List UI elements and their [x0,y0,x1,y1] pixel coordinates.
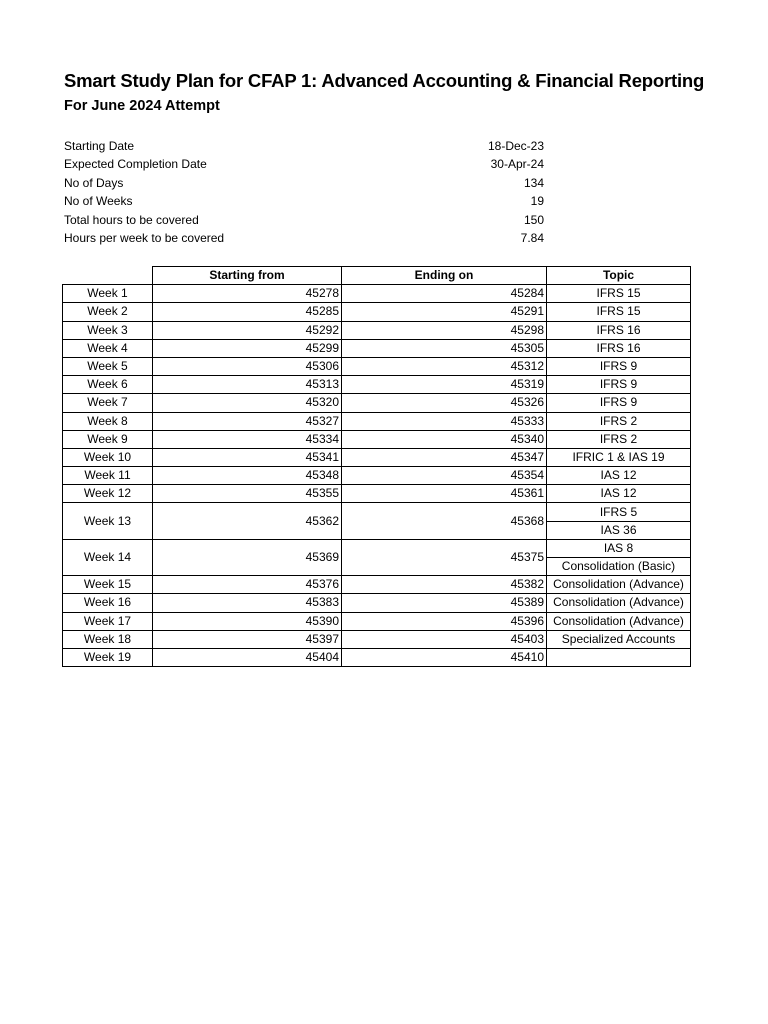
table-row [63,503,691,521]
summary-value: 134 [523,175,544,190]
header-topic: Topic [547,267,691,285]
week-cell: Week 11 [63,467,153,485]
end-cell: 45396 [342,612,547,630]
study-plan-table [62,266,691,667]
week-cell: Week 10 [63,448,153,466]
summary-row [64,137,544,155]
start-cell: 45320 [153,394,342,412]
summary-value: 18-Dec-23 [487,139,544,153]
table-row [63,612,691,630]
topic-cell: IFRS 2 [547,430,691,448]
end-cell: 45368 [342,503,547,539]
week-cell: Week 8 [63,412,153,430]
end-cell: 45403 [342,630,547,648]
start-cell: 45341 [153,448,342,466]
start-cell: 45327 [153,412,342,430]
table-row [63,339,691,357]
table-row [63,285,691,303]
start-cell: 45362 [153,503,342,539]
week-cell: Week 14 [63,539,153,575]
topic-cell: IFRS 5 [547,503,691,521]
topic-cell: Consolidation (Advance) [547,576,691,594]
end-cell: 45389 [342,594,547,612]
start-cell: 45397 [153,630,342,648]
start-cell: 45278 [153,285,342,303]
topic-cell: IAS 36 [547,521,691,539]
table-row [63,376,691,394]
table-header-row [63,267,691,285]
week-cell: Week 1 [63,285,153,303]
week-cell: Week 15 [63,576,153,594]
topic-cell: Consolidation (Advance) [547,612,691,630]
summary-value: 150 [523,212,544,227]
topic-cell: Consolidation (Advance) [547,594,691,612]
table-row [63,467,691,485]
week-cell: Week 9 [63,430,153,448]
topic-cell: IFRIC 1 & IAS 19 [547,448,691,466]
header-starting-from: Starting from [153,267,342,285]
topic-cell: IFRS 16 [547,339,691,357]
start-cell: 45376 [153,576,342,594]
table-row [63,648,691,666]
study-plan-body [63,267,691,667]
table-row [63,430,691,448]
summary-label: Hours per week to be covered [64,230,225,245]
start-cell: 45299 [153,339,342,357]
summary-label: Total hours to be covered [64,212,199,227]
end-cell: 45361 [342,485,547,503]
topic-cell: IFRS 9 [547,376,691,394]
start-cell: 45313 [153,376,342,394]
topic-cell: Specialized Accounts [547,630,691,648]
week-cell: Week 3 [63,321,153,339]
start-cell: 45292 [153,321,342,339]
start-cell: 45383 [153,594,342,612]
start-cell: 45334 [153,430,342,448]
table-row [63,485,691,503]
summary-block [64,137,544,247]
table-row [63,448,691,466]
start-cell: 45306 [153,357,342,375]
end-cell: 45319 [342,376,547,394]
summary-label: No of Days [64,175,124,190]
week-cell: Week 17 [63,612,153,630]
week-cell: Week 16 [63,594,153,612]
end-cell: 45298 [342,321,547,339]
table-row [63,412,691,430]
start-cell: 45355 [153,485,342,503]
page-title: Smart Study Plan for CFAP 1: Advanced Accounting & Financial Reporting [64,70,705,91]
table-row [63,630,691,648]
end-cell: 45347 [342,448,547,466]
summary-row [64,174,544,192]
page-subtitle: For June 2024 Attempt [64,98,220,114]
table-row [63,594,691,612]
end-cell: 45312 [342,357,547,375]
start-cell: 45390 [153,612,342,630]
topic-cell: IFRS 16 [547,321,691,339]
start-cell: 45404 [153,648,342,666]
topic-cell: Consolidation (Basic) [547,558,691,576]
table-row [63,303,691,321]
table-row [63,321,691,339]
topic-cell: IFRS 9 [547,394,691,412]
week-cell: Week 18 [63,630,153,648]
topic-cell: IAS 12 [547,485,691,503]
week-cell: Week 19 [63,648,153,666]
end-cell: 45354 [342,467,547,485]
start-cell: 45348 [153,467,342,485]
week-cell: Week 4 [63,339,153,357]
summary-row [64,155,544,173]
summary-label: Starting Date [64,139,135,153]
topic-cell [547,648,691,666]
week-cell: Week 12 [63,485,153,503]
end-cell: 45340 [342,430,547,448]
summary-value: 30-Apr-24 [490,157,544,172]
topic-cell: IFRS 9 [547,357,691,375]
week-cell: Week 7 [63,394,153,412]
summary-label: No of Weeks [64,194,133,209]
table-row [63,576,691,594]
end-cell: 45291 [342,303,547,321]
topic-cell: IFRS 15 [547,303,691,321]
summary-label: Expected Completion Date [64,157,207,172]
end-cell: 45326 [342,394,547,412]
topic-cell: IFRS 15 [547,285,691,303]
topic-cell: IFRS 2 [547,412,691,430]
summary-row [64,229,544,247]
end-cell: 45284 [342,285,547,303]
table-row [63,357,691,375]
end-cell: 45382 [342,576,547,594]
table-row [63,394,691,412]
topic-cell: IAS 8 [547,539,691,557]
header-blank-cell [63,267,153,285]
week-cell: Week 13 [63,503,153,539]
summary-value: 19 [530,194,544,209]
summary-row [64,211,544,229]
week-cell: Week 5 [63,357,153,375]
start-cell: 45369 [153,539,342,575]
week-cell: Week 2 [63,303,153,321]
end-cell: 45410 [342,648,547,666]
topic-cell: IAS 12 [547,467,691,485]
end-cell: 45333 [342,412,547,430]
end-cell: 45305 [342,339,547,357]
header-ending-on: Ending on [342,267,547,285]
week-cell: Week 6 [63,376,153,394]
summary-value: 7.84 [520,230,544,245]
summary-row [64,192,544,210]
end-cell: 45375 [342,539,547,575]
table-row [63,539,691,557]
start-cell: 45285 [153,303,342,321]
